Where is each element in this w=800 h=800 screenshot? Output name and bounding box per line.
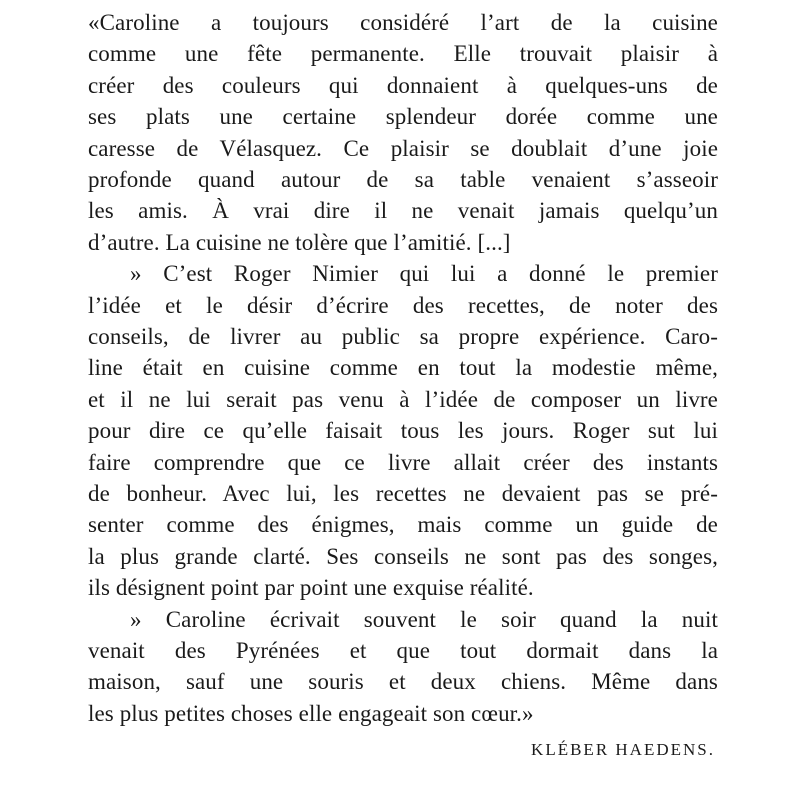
text-line: les amis. À vrai dire il ne venait jamais quelqu’un — [88, 198, 718, 224]
author-signature: KLÉBER HAEDENS. — [531, 740, 715, 760]
text-line: «Caroline a toujours considéré l’art de la cuisine — [88, 10, 718, 35]
text-line: profonde quand autour de sa table venaient s’asseoir — [88, 167, 718, 192]
text-line: senter comme des énigmes, mais comme un guide de — [88, 512, 718, 538]
text-line: de bonheur. Avec lui, les recettes ne devaient pas se pré- — [88, 481, 718, 506]
paragraph-start-line: » Caroline écrivait souvent le soir quand la nuit — [130, 606, 718, 632]
text-line: venait des Pyrénées et que tout dormait dans la — [88, 638, 718, 663]
text-line: les plus petites choses elle engageait son cœur.» — [88, 700, 534, 726]
text-line: conseils, de livrer au public sa propre expérience. Caro- — [88, 324, 718, 349]
text-line: caresse de Vélasquez. Ce plaisir se doublait d’une joie — [88, 135, 718, 161]
text-line: et il ne lui serait pas venu à l’idée de composer un livre — [88, 386, 718, 412]
text-line: l’idée et le désir d’écrire des recettes, de noter des — [88, 292, 718, 318]
text-line: d’autre. La cuisine ne tolère que l’amitié. [...] — [88, 229, 511, 255]
text-line: line était en cuisine comme en tout la modestie même, — [88, 355, 718, 381]
text-line: créer des couleurs qui donnaient à quelques-uns de — [88, 72, 718, 98]
text-line: maison, sauf une souris et deux chiens. Même dans — [88, 669, 718, 695]
text-line: pour dire ce qu’elle faisait tous les jours. Roger sut lui — [88, 418, 718, 444]
text-line: comme une fête permanente. Elle trouvait plaisir à — [88, 41, 718, 67]
paragraph-start-line: » C’est Roger Nimier qui lui a donné le premier — [130, 261, 718, 287]
text-line: ses plats une certaine splendeur dorée comme une — [88, 104, 718, 130]
text-line: la plus grande clarté. Ses conseils ne sont pas des songes, — [88, 543, 718, 569]
text-line: faire comprendre que ce livre allait créer des instants — [88, 449, 718, 475]
text-line: ils désignent point par point une exquise réalité. — [88, 575, 534, 601]
